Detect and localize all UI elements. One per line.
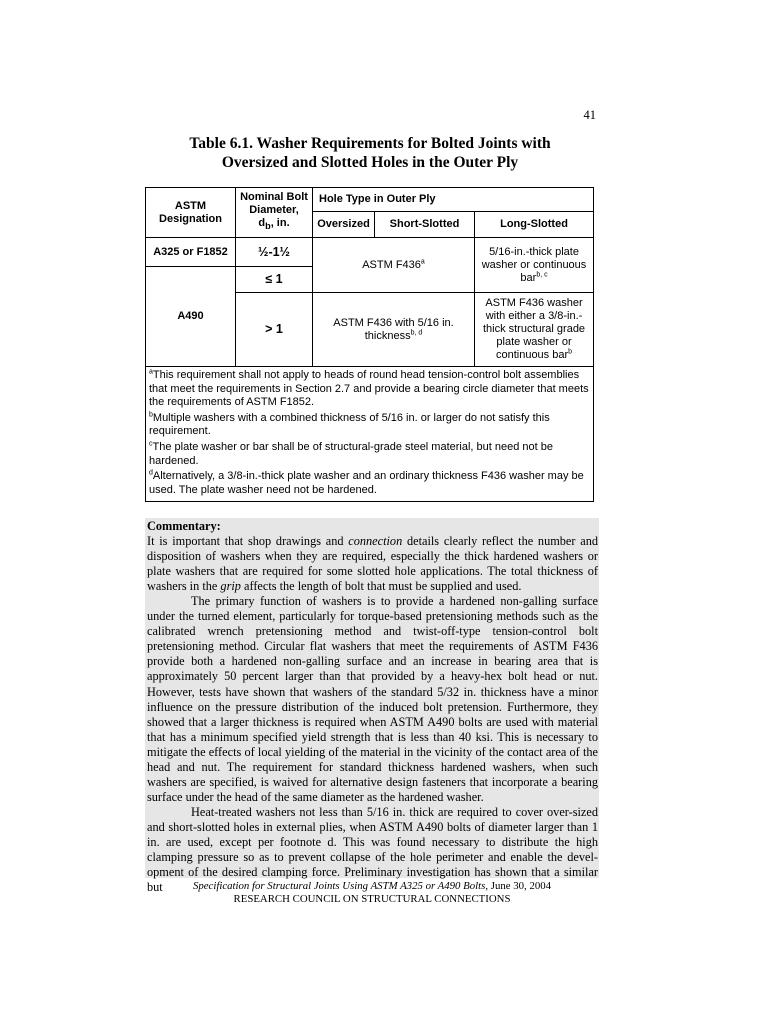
- commentary-p1-part-a: It is important that shop drawings and: [147, 534, 349, 549]
- commentary-p1-part-c: affects the length of bolt that must be supplied and used.: [240, 579, 522, 594]
- table-title-line-1: Table 6.1. Washer Requirements for Bolted Joints with: [189, 135, 551, 152]
- term-grip: grip: [220, 579, 241, 594]
- long-slotted-plate-washer-text: 5/16-in.-thick plate washer or continuous bar: [481, 245, 587, 284]
- diameter-a490-small: ≤ 1: [236, 267, 313, 293]
- header-long-slotted: Long-Slotted: [475, 212, 594, 238]
- footnote-mark: b: [149, 411, 153, 419]
- commentary-p1-part-b: details clearly reflect the number and disposition of washers when they are required, especially the thick hardened washers or plate washers that are required for some slotted hole applications. The total thickness of washers in the: [147, 534, 598, 594]
- header-nominal-diameter: [236, 188, 313, 238]
- designation-a325-f1852: A325 or F1852: [146, 238, 236, 267]
- astm-f436-footnote-mark: a: [420, 257, 425, 265]
- page-footer: [145, 880, 599, 906]
- footnote-mark: d: [149, 469, 153, 477]
- header-oversized: Oversized: [313, 212, 375, 238]
- cell-long-slotted-plate-washer: [475, 238, 594, 293]
- table-footnotes: [146, 367, 594, 502]
- footer-organization: RESEARCH COUNCIL ON STRUCTURAL CONNECTIONS: [233, 893, 511, 905]
- footnote: [149, 412, 590, 439]
- footnote-text: Multiple washers with a combined thickness of 5/16 in. or larger do not satisfy this requirement.: [149, 411, 550, 438]
- long-slotted-f436-washer-mark: b: [568, 348, 573, 356]
- astm-f436-516-text: ASTM F436 with 5/16 in. thickness: [333, 316, 454, 342]
- commentary-paragraph-2: The primary function of washers is to provide a hardened non-galling surface under the turned element, particularly for torque-based pretensioning methods such as the calibrated wrench pretensioning method and twist-off-type tension-control bolt pretensioning method. Circular flat washers that meet the requirements of ASTM F436 provide both a hardened non-galling surface and an increase in bearing area that is approximately 50 percent larger than that provided by a heavy-hex bolt head or nut. However, tests have shown that washers of the standard 5/32 in. thickness have a minor influence on the pressure distribution of the induced bolt pretension. Furthermore, they showed that a larger thickness is required when ASTM A490 bolts are used with material that has a minimum specified yield strength that is less than 40 ksi. This is necessary to mitigate the effects of local yielding of the material in the vicinity of the contact area of the head and nut. The requirement for standard thickness hardened washers, when such washers are specified, is waived for alternative design fasteners that incorporate a bearing surface under the head of the same diameter as the hardened washer.: [147, 594, 598, 804]
- footnote-text: Alternatively, a 3/8-in.-thick plate washer and an ordinary thickness F436 washer may be used. The plate washer need not be hardened.: [149, 470, 584, 496]
- long-slotted-plate-washer-marks: b, c: [536, 270, 548, 278]
- designation-a490: A490: [146, 267, 236, 367]
- cell-long-slotted-f436-washer: [475, 293, 594, 367]
- page-number: 41: [583, 108, 596, 122]
- header-db-unit: , in.: [270, 217, 290, 230]
- header-nominal-label: Nominal Bolt Diameter,: [240, 191, 308, 217]
- commentary-heading: Commentary:: [147, 519, 221, 533]
- footer-title-line: [145, 880, 599, 893]
- commentary-paragraph-1: [147, 534, 598, 594]
- commentary-paragraph-3: Heat-treated washers not less than 5/16 in. thick are required to cover over-sized and short-slotted holes in external plies, when ASTM A490 bolts of diameter larger than 1 in. are used, except per footnote d. This was found necessary to distribute the high clamping pressure so as to prevent collapse of the hole perimeter and enable the devel-opment of the desired clamping force. Preliminary investigation has shown that a similar but: [147, 804, 598, 895]
- long-slotted-f436-washer-text: ASTM F436 washer with either a 3/8-in.-thick structural grade plate washer or continuous bar: [482, 297, 586, 361]
- table-title: [145, 134, 595, 172]
- footer-title: Specification for Structural Joints Using ASTM A325 or A490 Bolts: [192, 880, 486, 892]
- header-db-subscript: b: [265, 221, 271, 232]
- footnote-text: This requirement shall not apply to heads of round head tension-control bolt assemblies that meet the requirements in Section 2.7 and provide a bearing circle diameter that meets the requirements of ASTM F1852.: [149, 369, 589, 409]
- diameter-a325: ½-1½: [236, 238, 313, 267]
- header-astm-designation: ASTM Designation: [146, 188, 236, 238]
- washer-requirements-table: [145, 187, 594, 502]
- header-hole-type: Hole Type in Outer Ply: [313, 188, 594, 212]
- footnote: [149, 369, 590, 410]
- table-title-line-2: Oversized and Slotted Holes in the Outer Ply: [221, 154, 519, 171]
- footnote-mark: a: [149, 368, 153, 376]
- footnote-text: The plate washer or bar shall be of structural-grade steel material, but need not be hardened.: [149, 440, 554, 467]
- term-connection: connection: [348, 534, 403, 549]
- footnote-mark: c: [149, 440, 153, 448]
- header-db-symbol: d: [258, 217, 266, 230]
- footnote: [149, 470, 590, 497]
- cell-astm-f436: [313, 238, 475, 293]
- footnote: [149, 441, 590, 468]
- header-short-slotted: Short-Slotted: [375, 212, 475, 238]
- diameter-a490-large: > 1: [236, 293, 313, 367]
- astm-f436-516-marks: b, d: [410, 328, 423, 336]
- commentary: [147, 519, 598, 895]
- astm-f436-text: ASTM F436: [362, 258, 421, 271]
- cell-astm-f436-516: [313, 293, 475, 367]
- footer-date: , June 30, 2004: [485, 880, 552, 892]
